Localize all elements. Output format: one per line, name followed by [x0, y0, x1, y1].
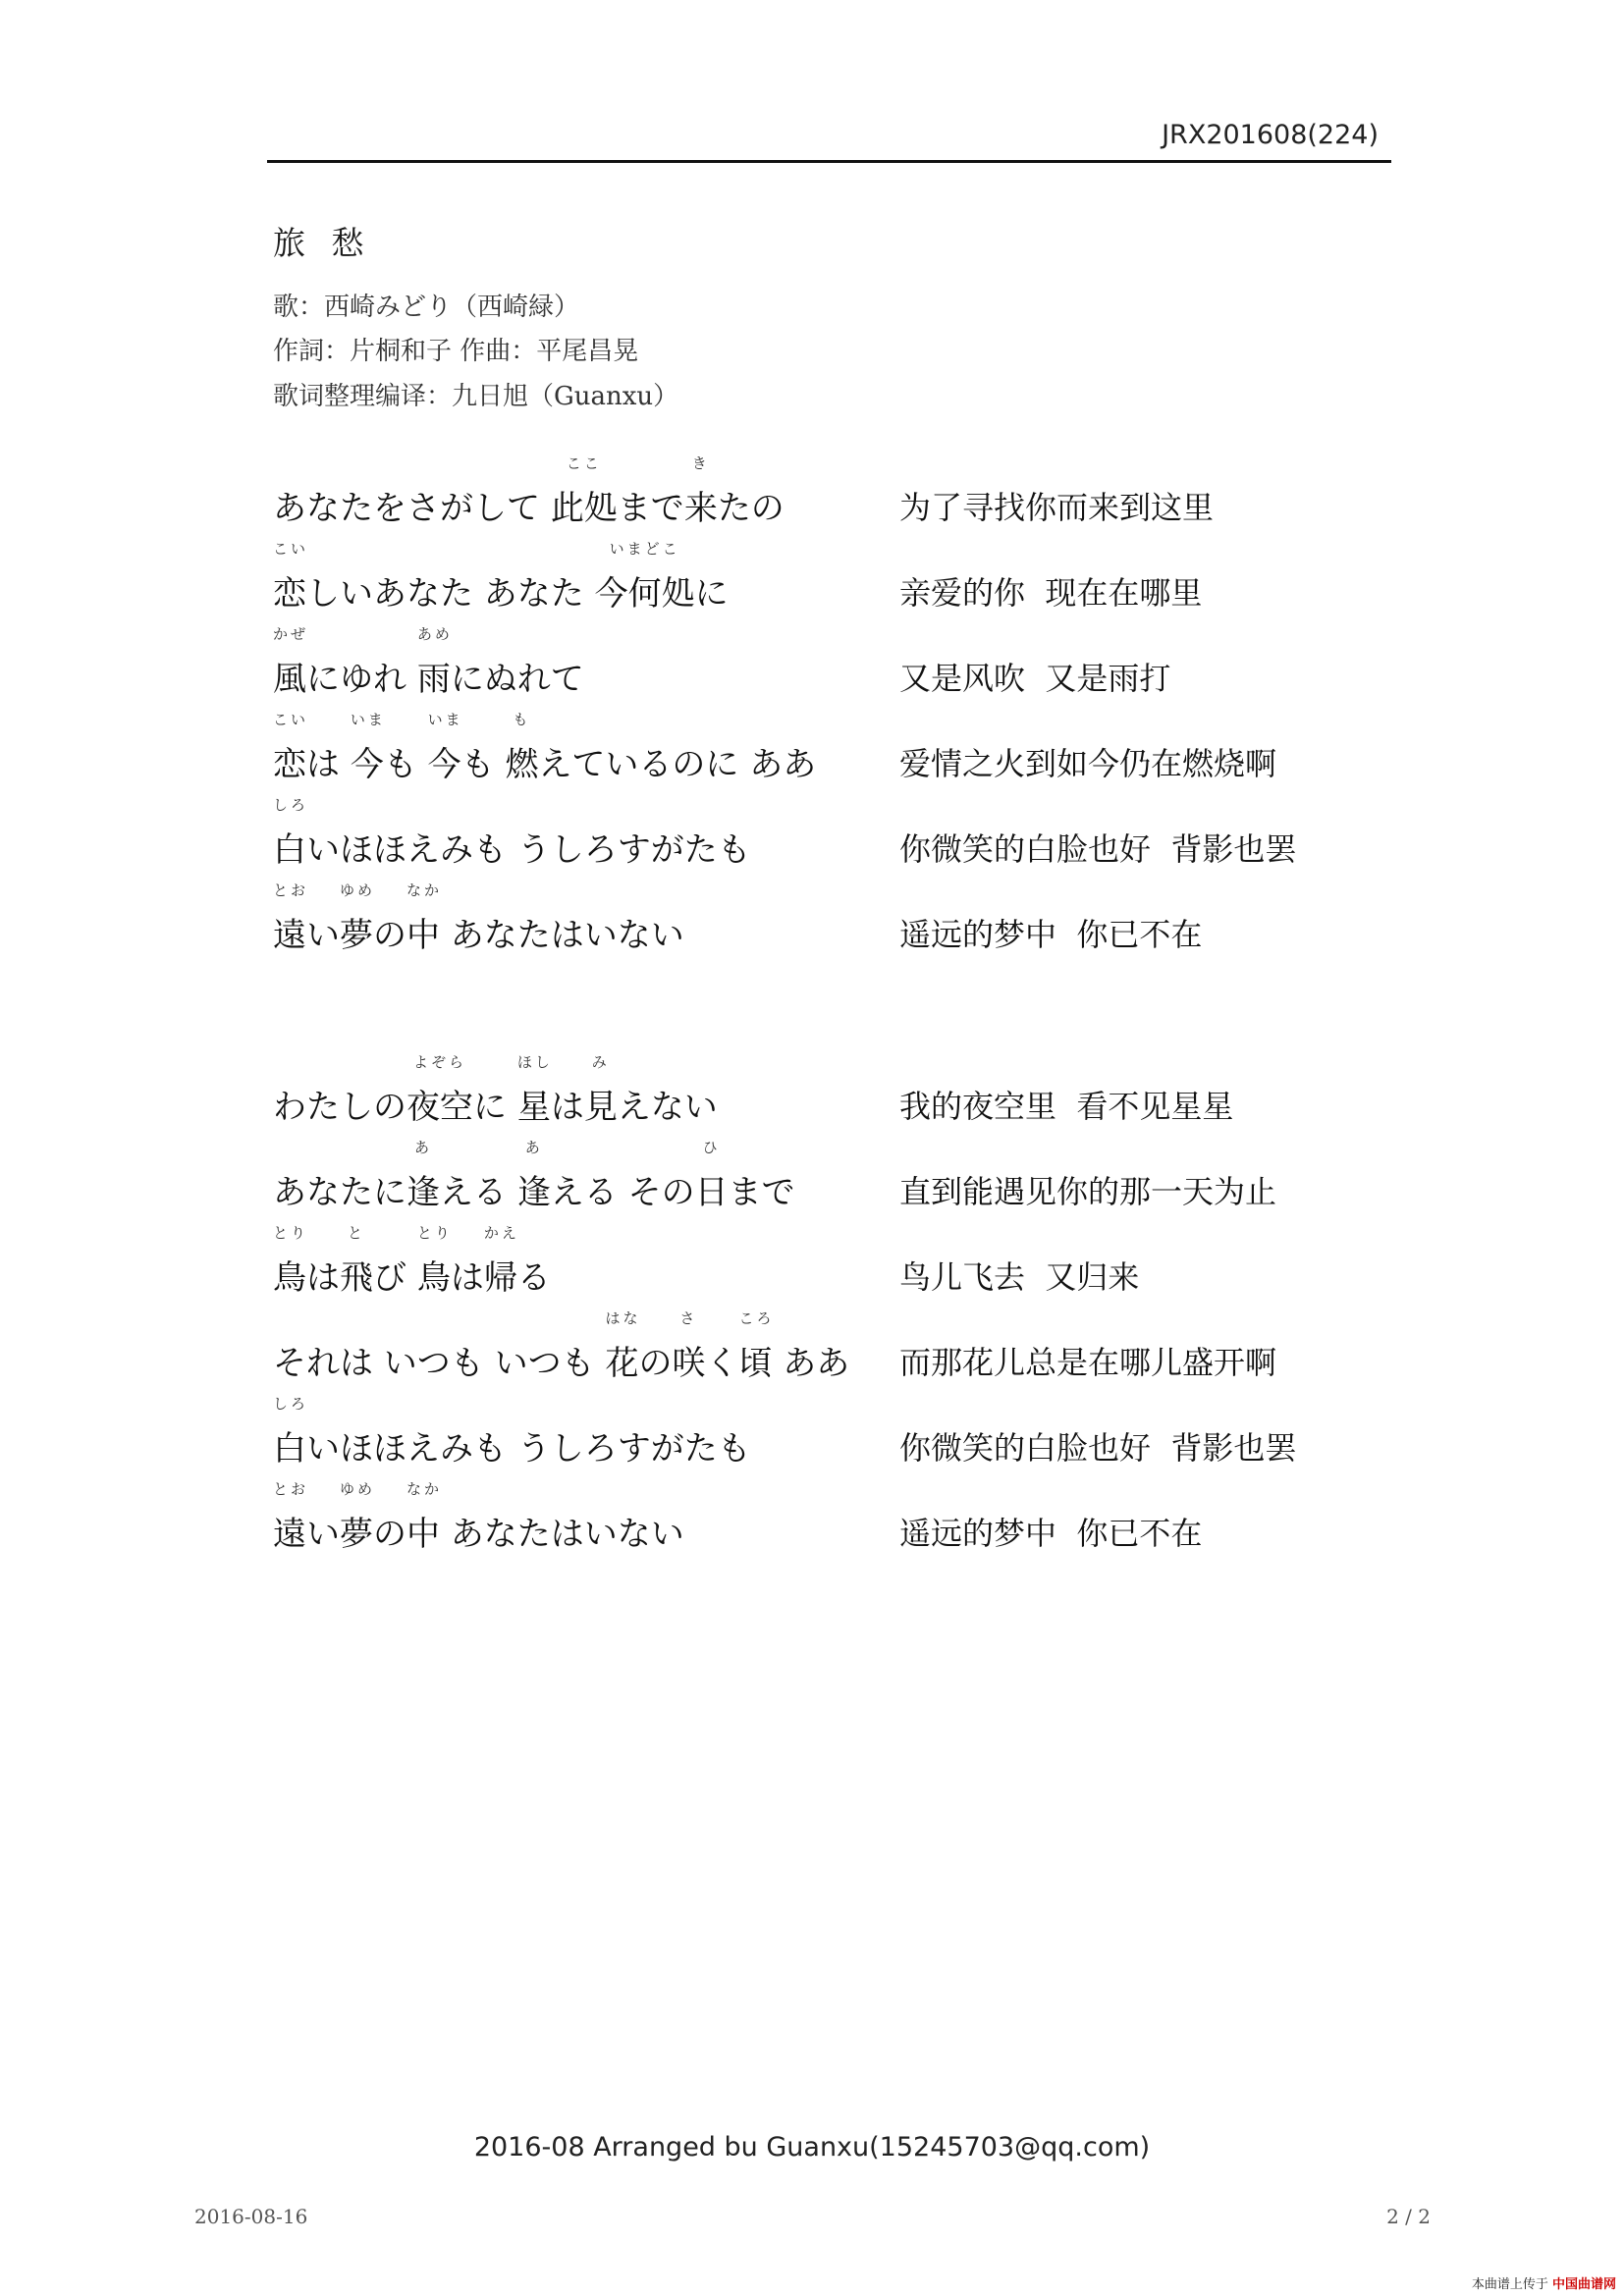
furigana: ゆめ: [340, 1480, 376, 1498]
furigana: いま: [350, 711, 386, 728]
singer-line: 歌：西崎みどり（西崎緑）: [273, 293, 580, 322]
lyric-text: にゆれ: [306, 660, 417, 699]
lyric-line-jp: [273, 711, 817, 785]
lyric-line-jp: [273, 881, 684, 956]
lyric-line-jp: [273, 1139, 795, 1213]
lyric-line-jp: [273, 1053, 718, 1128]
furigana: しろ: [273, 796, 309, 814]
furigana: なか: [406, 881, 443, 899]
furigana: ゆめ: [340, 881, 376, 899]
lyric-text: あなたはいない: [440, 916, 684, 955]
ruby-word: 鳥 とり: [273, 1224, 309, 1298]
lyric-text: たの: [717, 489, 785, 528]
furigana: とり: [273, 1224, 309, 1242]
furigana: いまどこ: [609, 540, 680, 558]
ruby-word: 恋 こい: [273, 540, 309, 614]
lyric-text: ああ: [772, 1344, 850, 1383]
lyric-text: に: [473, 1088, 517, 1127]
furigana: ここ: [566, 454, 602, 472]
print-date: 2016-08-16: [194, 2205, 308, 2228]
upload-prefix: 本曲谱上传于: [1471, 2277, 1548, 2292]
lyric-text: の: [638, 1344, 673, 1383]
ruby-word: 飛 と: [340, 1224, 373, 1298]
lyric-line-cn: 鸟儿飞去 又归来: [899, 1258, 1140, 1296]
lyric-text: える その: [550, 1173, 695, 1212]
ruby-word: 帰 かえ: [483, 1224, 519, 1298]
lyric-text: に: [694, 574, 729, 614]
lyric-text: まで: [617, 489, 684, 528]
ruby-word: 此処 ここ: [550, 454, 618, 528]
furigana: さ: [679, 1309, 698, 1327]
header-divider: [267, 160, 1391, 163]
furigana: とり: [416, 1224, 453, 1242]
furigana: かえ: [483, 1224, 519, 1242]
furigana: ころ: [738, 1309, 775, 1327]
ruby-word: 日 ひ: [694, 1139, 729, 1212]
ruby-word: 白 しろ: [273, 1395, 309, 1468]
ruby-word: 白 しろ: [273, 796, 309, 870]
ruby-word: 夢 ゆめ: [340, 881, 376, 955]
ruby-word: 遠 とお: [273, 1480, 309, 1554]
lyric-line-cn: 又是风吹 又是雨打: [899, 660, 1171, 697]
lyric-line-cn: 你微笑的白脸也好 背影也罢: [899, 1429, 1297, 1467]
ruby-word: 逢 あ: [516, 1139, 551, 1212]
furigana: はな: [605, 1309, 641, 1327]
lyric-text: えているのに ああ: [538, 745, 817, 784]
furigana: あ: [413, 1139, 432, 1156]
lyric-text: える: [440, 1173, 517, 1212]
furigana: しろ: [273, 1395, 309, 1413]
lyric-text: それは いつも いつも: [273, 1344, 606, 1383]
furigana: こい: [273, 711, 309, 728]
lyric-text: の: [373, 1515, 406, 1554]
lyric-line-jp: [273, 454, 785, 529]
ruby-word: 来 き: [683, 454, 718, 528]
ruby-word: 恋 こい: [273, 711, 309, 784]
furigana: み: [591, 1053, 610, 1071]
lyric-text: まで: [728, 1173, 795, 1212]
lyric-text: いほほえみも うしろすがたも: [306, 1429, 751, 1468]
ruby-word: 花 はな: [605, 1309, 641, 1383]
ruby-word: 星 ほし: [516, 1053, 553, 1127]
site-logo: 中国曲谱网: [1551, 2277, 1616, 2292]
ruby-word: 燃 も: [505, 711, 539, 784]
lyric-line-jp: [273, 1309, 850, 1384]
song-title: 旅 愁: [273, 224, 372, 262]
ruby-word: 雨 あめ: [416, 625, 453, 699]
ruby-word: 今 いま: [350, 711, 386, 784]
furigana: き: [691, 454, 710, 472]
lyric-text: いほほえみも うしろすがたも: [306, 830, 751, 870]
lyric-text: は: [450, 1258, 484, 1298]
ruby-word: 遠 とお: [273, 881, 309, 955]
furigana: こい: [273, 540, 309, 558]
lyric-text: わたしの: [273, 1088, 406, 1127]
ruby-word: 風 かぜ: [273, 625, 309, 699]
furigana: かぜ: [273, 625, 309, 643]
lyric-text: い: [306, 1515, 340, 1554]
ruby-word: 逢 あ: [406, 1139, 440, 1212]
ruby-word: 中 なか: [406, 1480, 443, 1554]
lyric-line-jp: [273, 1395, 751, 1469]
lyric-line-cn: 而那花儿总是在哪儿盛开啊: [899, 1344, 1277, 1381]
lyric-line-jp: [273, 1480, 684, 1555]
ruby-word: 鳥 とり: [416, 1224, 453, 1298]
furigana: ひ: [702, 1139, 721, 1156]
lyric-text: は: [550, 1088, 584, 1127]
ruby-word: 夢 ゆめ: [340, 1480, 376, 1554]
ruby-word: 見 み: [583, 1053, 618, 1127]
upload-notice: [1472, 2273, 1616, 2292]
credits-line: 作詞：片桐和子 作曲：平尾昌晃: [273, 337, 639, 366]
lyric-text: る: [516, 1258, 551, 1298]
ruby-word: 頃 ころ: [738, 1309, 775, 1383]
lyric-line-jp: [273, 1224, 551, 1299]
page-number: 2 / 2: [1386, 2205, 1431, 2228]
lyric-text: も: [460, 745, 506, 784]
translator-line: 歌词整理编译：九日旭（Guanxu）: [273, 382, 679, 411]
lyric-line-jp: [273, 625, 584, 700]
lyric-line-cn: 直到能遇见你的那一天为止: [899, 1173, 1277, 1210]
lyric-text: あなたをさがして: [273, 489, 551, 528]
furigana: いま: [427, 711, 463, 728]
lyric-line-cn: 遥远的梦中 你已不在: [899, 916, 1203, 953]
lyric-line-cn: 为了寻找你而来到这里: [899, 489, 1215, 526]
furigana: とお: [273, 1480, 309, 1498]
lyric-text: い: [306, 916, 340, 955]
furigana: よぞら: [412, 1053, 466, 1071]
document-code: JRX201608(224): [1162, 120, 1379, 150]
lyric-text: しいあなた あなた: [306, 574, 595, 614]
lyric-line-jp: [273, 540, 729, 614]
lyric-line-cn: 亲爱的你 现在在哪里: [899, 574, 1203, 612]
arranged-by: 2016-08 Arranged bu Guanxu(15245703@qq.com): [473, 2132, 1151, 2163]
lyric-line-cn: 爱情之火到如今仍在燃烧啊: [899, 745, 1277, 782]
furigana: あ: [524, 1139, 543, 1156]
ruby-word: 夜空 よぞら: [406, 1053, 473, 1127]
lyric-text: は: [306, 745, 351, 784]
lyric-line-cn: 我的夜空里 看不见星星: [899, 1088, 1234, 1125]
ruby-word: 今何処 いまどこ: [594, 540, 695, 614]
lyric-line-cn: 你微笑的白脸也好 背影也罢: [899, 830, 1297, 868]
furigana: と: [347, 1224, 365, 1242]
lyric-text: あなたに: [273, 1173, 406, 1212]
lyric-text: にぬれて: [450, 660, 584, 699]
ruby-word: 中 なか: [406, 881, 443, 955]
ruby-word: 今 いま: [427, 711, 463, 784]
lyric-text: の: [373, 916, 406, 955]
lyric-line-jp: [273, 796, 751, 871]
lyric-text: あなたはいない: [440, 1515, 684, 1554]
lyric-text: く: [705, 1344, 739, 1383]
furigana: も: [513, 711, 531, 728]
lyric-text: も: [383, 745, 428, 784]
lyric-text: えない: [617, 1088, 718, 1127]
furigana: あめ: [416, 625, 453, 643]
lyric-text: は: [306, 1258, 340, 1298]
lyric-text: び: [373, 1258, 417, 1298]
ruby-word: 咲 さ: [672, 1309, 706, 1383]
lyric-line-cn: 遥远的梦中 你已不在: [899, 1515, 1203, 1552]
furigana: なか: [406, 1480, 443, 1498]
furigana: とお: [273, 881, 309, 899]
furigana: ほし: [516, 1053, 553, 1071]
